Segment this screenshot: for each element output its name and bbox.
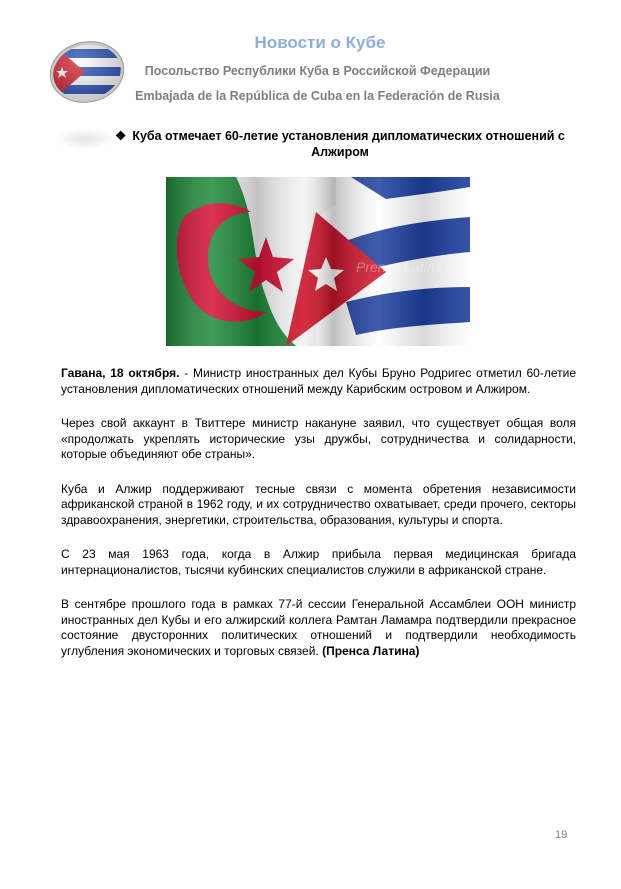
paragraph-1 xyxy=(61,366,576,397)
paragraph-4: С 23 мая 1963 года, когда в Алжир прибыла первая медицинская бригада интернационалистов, тысячи кубинских специалистов служили в африканской стране. xyxy=(61,547,576,577)
embassy-name-spanish: Embajada de la República de Cuba en la Federación de Rusia xyxy=(135,89,500,103)
algeria-cuba-flags-image xyxy=(166,177,470,346)
paragraph-1-text: - Министр иностранных дел Кубы Бруно Родригес отметил 60-летие установления дипломатических отношений между Карибским островом и Алжиром. xyxy=(61,366,576,396)
bulletin-title: Новости о Кубе xyxy=(254,33,386,52)
cuba-flag-logo-icon xyxy=(49,41,125,103)
article-headline xyxy=(100,128,580,160)
image-watermark: Prensa Latina xyxy=(356,259,443,275)
paragraph-5 xyxy=(61,597,576,659)
paragraph-2: Через свой аккаунт в Твиттере министр накануне заявил, что существует общая воля «продолжать укреплять исторические узы дружбы, сотрудничества и солидарности, которые объединяют обе страны». xyxy=(61,416,576,461)
page-number: 19 xyxy=(555,829,568,841)
news-source: (Пренса Латина) xyxy=(322,643,420,658)
paragraph-5-text: В сентябре прошлого года в рамках 77-й сессии Генеральной Ассамблеи ООН министр иностранных дел Кубы и его алжирский коллега Рамтан Ламамра подтвердили прекрасное состояние двусторонних политических отношений и подтвердили необходимость углубления экономических и торговых связей. xyxy=(61,597,576,658)
diamond-bullet-icon: ❖ xyxy=(115,129,127,143)
article-body xyxy=(61,366,576,678)
dateline: Гавана, 18 октября. xyxy=(61,366,180,380)
headline-text: Куба отмечает 60-летие установления дипломатических отношений с Алжиром xyxy=(132,129,565,159)
paragraph-3: Куба и Алжир поддерживают тесные связи с момента обретения независимости африканской страной в 1962 году, и их сотрудничество охватывает, среди прочего, секторы здравоохранения, энергетики, строительства, образования, культуры и спорта. xyxy=(61,481,576,527)
embassy-name-russian: Посольство Республики Куба в Российской Федерации xyxy=(144,64,491,78)
